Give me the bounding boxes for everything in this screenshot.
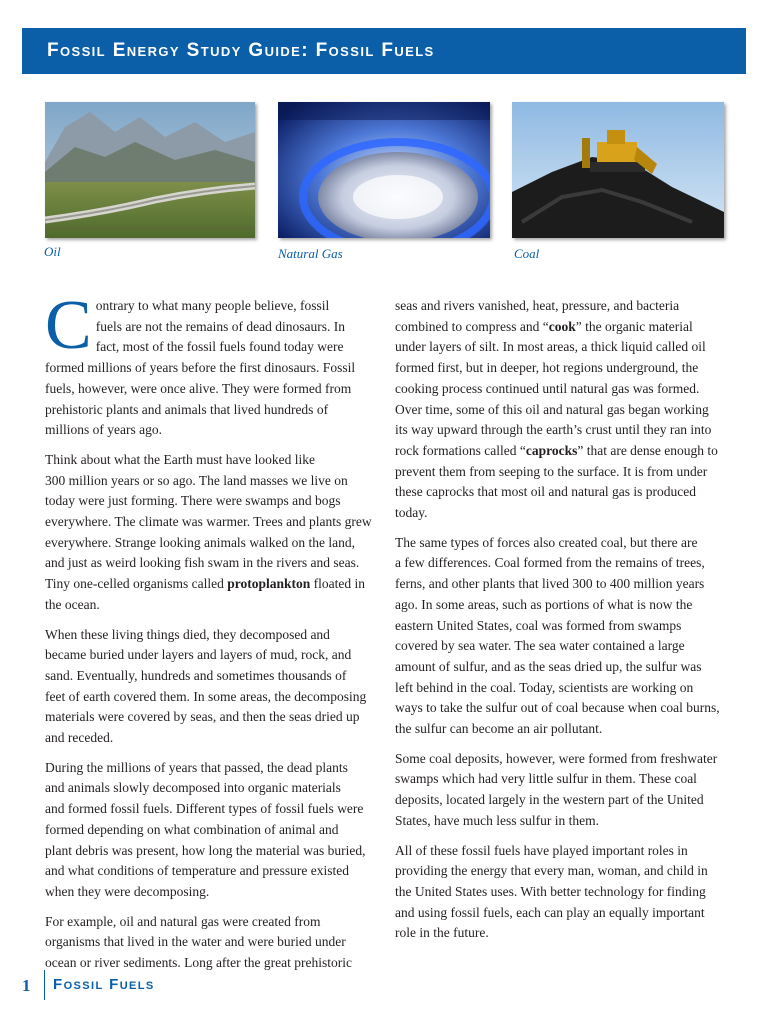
- text-line: today were just forming. There were swamps and bogs: [45, 493, 341, 509]
- page-title: Fossil Energy Study Guide: Fossil Fuels: [47, 40, 435, 61]
- text-line: Think about what the Earth must have looked like: [45, 451, 315, 467]
- paragraph: [395, 841, 725, 945]
- text-line: prevent them from seeping to the surface. It is from under: [395, 463, 708, 479]
- paragraph: [45, 625, 375, 749]
- paragraph: [395, 533, 725, 740]
- text-fragment: ” that are dense enough to: [577, 442, 718, 458]
- text-line: ferns, and other plants that lived 300 to 400 million years: [395, 576, 705, 592]
- text-line: organisms that lived in the water and were buried under: [45, 934, 346, 950]
- text-line: today.: [395, 505, 428, 521]
- text-line: ontrary to what many people believe, fossil: [95, 298, 330, 313]
- text-line: formed millions of years before the first dinosaurs. Fossil: [45, 360, 356, 376]
- text-line: and receded.: [45, 730, 114, 746]
- text-line: ago. In some areas, such as portions of what is now the: [395, 596, 693, 612]
- drop-cap: C: [45, 287, 92, 364]
- text-line: and formed fossil fuels. Different types of fossil fuels were: [45, 801, 364, 817]
- text-line: States, have much less sulfur in them.: [395, 812, 599, 828]
- text-line: deposits, located largely in the western part of the United: [395, 792, 704, 808]
- paragraph: [395, 749, 725, 832]
- text-line: the United States uses. With better technology for finding: [395, 883, 706, 899]
- text-fragment: rock formations called “: [395, 442, 526, 458]
- oil-caption: Oil: [44, 244, 61, 259]
- text-line: amount of sulfur, and as the seas dried up, the sulfur was: [395, 658, 702, 674]
- text-line: millions of years ago.: [45, 422, 162, 438]
- text-line: the sulfur can become an air pollutant.: [395, 721, 603, 737]
- paragraph: [45, 450, 375, 616]
- text-line: When these living things died, they decomposed and: [45, 626, 330, 642]
- oil-pipeline-photo: [45, 102, 255, 238]
- coal-bulldozer-photo: [512, 102, 724, 238]
- text-line: plant debris was present, how long the material was buried,: [45, 842, 366, 858]
- text-line: ocean or river sediments. Long after the great prehistoric: [45, 955, 352, 971]
- text-line: ways to take the sulfur out of coal because when coal burns,: [395, 700, 720, 716]
- text-fragment: combined to compress and “: [395, 318, 549, 334]
- text-line: everywhere. The climate was warmer. Trees and plants grew: [45, 514, 372, 530]
- paragraph: [395, 296, 725, 524]
- text-line: when they were decomposing.: [45, 883, 210, 899]
- text-line: During the millions of years that passed, the dead plants: [45, 759, 348, 775]
- text-line: seas and rivers vanished, heat, pressure, and bacteria: [395, 298, 680, 313]
- paragraph: [45, 287, 375, 441]
- text-line: became buried under layers and layers of mud, rock, and: [45, 647, 352, 663]
- natural-gas-caption: Natural Gas: [278, 246, 343, 261]
- text-line: a few differences. Coal formed from the remains of trees,: [395, 555, 705, 571]
- text-line: feet of earth covered them. In some areas, the decomposing: [45, 688, 367, 704]
- gas-burner-photo: [278, 102, 490, 238]
- text-fragment: ” the organic material: [575, 318, 693, 334]
- text-line: its way upward through the earth’s crust until they ran into: [395, 422, 712, 438]
- paragraph: [45, 758, 375, 903]
- text-line: and just as weird looking fish swam in the rivers and seas.: [45, 555, 360, 571]
- footer-divider: [44, 970, 45, 1000]
- text-line: All of these fossil fuels have played important roles in: [395, 842, 688, 858]
- text-line: cooking process continued until natural gas was formed.: [395, 380, 700, 396]
- paragraph: [45, 912, 375, 974]
- text-line: For example, oil and natural gas were created from: [45, 913, 321, 929]
- text-line: the ocean.: [45, 596, 100, 612]
- right-column: [395, 296, 725, 953]
- text-line: under layers of silt. In most areas, a thick liquid called oil: [395, 339, 706, 355]
- text-fragment: floated in: [310, 576, 365, 592]
- text-line: and what conditions of temperature and pressure existed: [45, 863, 350, 879]
- text-line: these caprocks that most oil and natural gas is produced: [395, 484, 697, 500]
- page-number: 1: [22, 976, 31, 995]
- text-line: fuels, however, were once alive. They were formed from: [45, 380, 352, 396]
- footer-title: Fossil Fuels: [53, 976, 155, 993]
- text-line: covered by sea water. The sea water contained a large: [395, 638, 685, 654]
- bold-term-cook: cook: [548, 318, 576, 334]
- text-line: prehistoric plants and animals that lived hundreds of: [45, 401, 329, 417]
- coal-caption: Coal: [514, 246, 540, 261]
- text-line: eastern United States, coal was formed from swamps: [395, 617, 682, 633]
- text-line: Over time, some of this oil and natural gas began working: [395, 401, 709, 417]
- text-line: [395, 441, 725, 462]
- title-banner: [22, 28, 746, 74]
- bold-term-protoplankton: protoplankton: [227, 576, 311, 592]
- text-line: sand. Eventually, hundreds and sometimes thousands of: [45, 667, 347, 683]
- text-line: Some coal deposits, however, were formed from freshwater: [395, 750, 718, 766]
- text-line: fact, most of the fossil fuels found today were: [95, 339, 344, 355]
- text-line: formed depending on what combination of animal and: [45, 821, 339, 837]
- left-column: [45, 287, 375, 983]
- text-line: and animals slowly decomposed into organic materials: [45, 780, 341, 796]
- text-line: materials were covered by seas, and then the seas dried up: [45, 709, 360, 725]
- text-line: formed first, but in deeper, hot regions underground, the: [395, 360, 699, 376]
- text-line: providing the energy that every man, woman, and child in: [395, 863, 708, 879]
- text-line: [395, 317, 725, 338]
- text-line: everywhere. Strange looking animals walked on the land,: [45, 534, 356, 550]
- text-line: 300 million years or so ago. The land masses we live on: [45, 472, 348, 488]
- text-fragment: Tiny one-celled organisms called: [45, 576, 228, 592]
- text-line: role in the future.: [395, 925, 489, 941]
- text-line: [45, 574, 375, 595]
- text-line: fuels are not the remains of dead dinosaurs. In: [95, 318, 345, 334]
- text-line: and using fossil fuels, each can play an equally important: [395, 904, 705, 920]
- text-line: left behind in the coal. Today, scientists are working on: [395, 679, 694, 695]
- text-line: swamps which had very little sulfur in them. These coal: [395, 771, 697, 787]
- bold-term-caprocks: caprocks: [525, 442, 578, 458]
- text-line: The same types of forces also created coal, but there are: [395, 534, 698, 550]
